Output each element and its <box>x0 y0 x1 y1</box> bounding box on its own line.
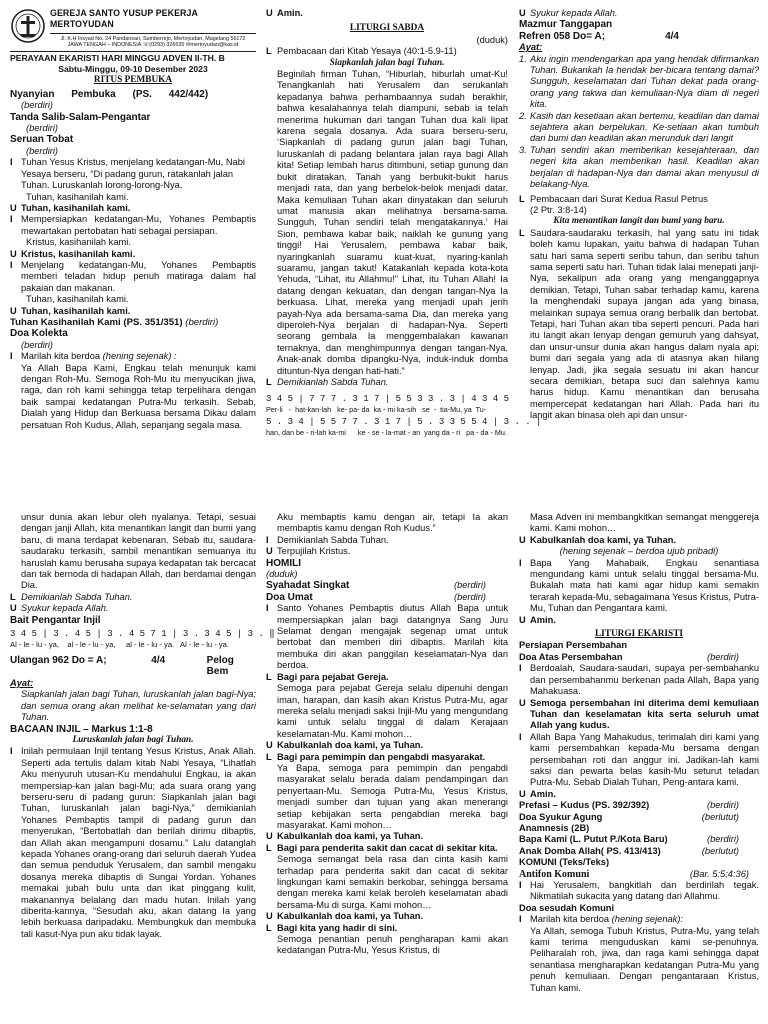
intention-heading: L Bagi para penderita sakit dan cacat di sekitar kita. <box>266 842 498 853</box>
prayers-title: Doa Umat <box>266 591 313 603</box>
column-liturgy-eucharist <box>519 512 759 1018</box>
preface-row <box>519 800 759 811</box>
posture-label: (berdiri) <box>21 339 54 350</box>
psalm-verse: 1. Aku ingin mendengarkan apa yang hendak difirmankan Tuhan. Bukankah Ia hendak ber-bicara tentang damai? Sungguh, keselamatan dari Tuhan dekat pada orang-orang yang takwa dan kemuliaan-Nya diam di negeri kita. <box>519 53 759 110</box>
gospel-title: Luruskanlah jalan bagi Tuhan. <box>72 734 194 745</box>
offertory-prayer-row <box>519 652 759 663</box>
people-response: U Kristus, kasihanilah kami. <box>10 248 136 259</box>
intention-heading: L Bagi kita yang hadir di sini. <box>266 922 398 933</box>
reader-closing: L Demikianlah Sabda Tuhan. <box>266 377 389 387</box>
response-key: Ulangan 962 Do = A; <box>10 655 107 667</box>
posture-label: (berdiri) <box>453 591 486 602</box>
gospel-heading: BACAAN INJIL – Markus 1:1-8 <box>10 723 153 735</box>
intention-continued: Masa Adven ini membangkitkan semangat menggereja kami. Kami mohon… <box>530 512 759 534</box>
posture-label: (berdiri) <box>26 123 59 134</box>
people-response: U Semoga persembahan ini diterima demi kemuliaan Tuhan dan keselamatan kita serta seluruh umat Allah yang kudus. <box>519 697 759 731</box>
priest-line: I Marilah kita berdoa (hening sejenak): <box>519 914 683 925</box>
first-reading-text: Beginilah firman Tuhan, “Hiburlah, hiburlah umat-Ku! Tenangkanlah hati Yerusalem dan serukanlah kepadanya bahwa perhambaannya sudah berakhir, bahwa kesalahannya telah diampuni, sebab ia telah menerima hukuman dari tangan Tuhan dua kali lipat karena segala dosanya. Ada suara berseru-seru, ‘Siapkanlah di padang gurun jalan bagi Tuhan, luruskanlah di padang belantara jalan raya bagi Allah kita! Setiap lembah harus ditimbuni, setiap gunung dan bukit diratakan. Tanah yang berbukit-bukit harus menjadi rata, dan yang berbelok-belok menjadi datar. Maka kemuliaan Tuhan akan dinyatakan dan seluruh umat manusia akan melihatnya bersama-sama. Sungguh, Tuhan sendiri telah mengatakannya.’ Hai Sion, pembawa kabar baik, naiklah ke gunung yang tinggi! Hai Yerusalem, pembawa kabar baik, nyaringkanlah suaramu kuat-kuat, nyaring-kanlah suaramu, jangan takut! Katakanlah kepada kota-kota Yehuda, “Lihat, itu Allahmu!” Lihat, itu Tuhan Allah! Ia datang dengan kekuatan, dan dengan tangan-Nya Ia berkuasa. Lihat, mereka yang menjadi upah jerih payah-Nya ada bersama-sama Dia, dan mereka yang diperoleh-Nya berjalan di hadapan-Nya. Seperti seorang gembala Ia menggembalakan kawanan ternaknya, dan menghimpunnya dengan tangan-Nya. Anak-anak domba dipangku-Nya, induk-induk domba dituntun-Nya dengan hati-hati.” <box>277 69 508 376</box>
first-reading-title: Siapkanlah jalan bagi Tuhan. <box>329 57 445 68</box>
column-gospel <box>10 512 275 1018</box>
gospel-text: I Inilah permulaan Injil tentang Yesus Kristus, Anak Allah. Seperti ada tertulis dalam kitab Nabi Yesaya, “Lihatlah Aku menyuruh utusan-Ku mendahului Engkau, ia akan mempersiap-kan jalan bagi-Mu; ada suara orang yang berseru-seru di padang gurun: Siapkanlah jalan bagi Tuhan, luruskanlah jalan bagi-Nya,” demikianlah Yohanes Pembaptis tampil di padang gurun dan menyerukan, “Bertobatlah dan berilah dirimu dibaptis, dan Allah akan mengampuni dosamu.” Lalu datanglah kepada Yohanes orang-orang dari seluruh daerah Yudea dan semua penduduk Yerusalem, dan sambil mengaku dosanya mereka dibaptis di Sungai Yordan. Yohanes memakai jubah bulu unta dan ikat pinggang kulit, makanannya belalang dan madu hutan. Inilah yang diberita-kannya, “Sesudah aku, akan datang Ia yang lebih berkuasa daripadaku. Membungkuk dan membuka tali kasut-Nya pun aku tidak layak. <box>10 746 256 939</box>
people-response: U Kabulkanlah doa kami, ya Tuhan. <box>266 831 424 842</box>
priest-line: I Tuhan Yesus Kristus, menjelang kedatangan-Mu, Nabi Yesaya berseru, “Di padang gurun, ratakanlah jalan Tuhan. Luruskanlah lorong-lorong-Nya. <box>10 157 245 191</box>
eucharistic-prayer-row <box>519 812 759 823</box>
column-psalm-second-reading <box>519 8 759 508</box>
church-logo-icon <box>10 8 46 44</box>
posture-label: (berlutut) <box>701 845 739 856</box>
people-response: U Kabulkanlah doa kami, ya Tuhan. <box>266 911 424 922</box>
column-opening-rites <box>10 8 256 508</box>
priest-line: I Marilah kita berdoa (hening sejenak) : <box>10 351 177 362</box>
people-response: U Tuhan, kasihanilah kami. <box>10 305 131 316</box>
psalm-verse: 2. Kasih dan kesetiaan akan bertemu, keadilan dan damai sejahtera akan berpelukan. Ke-setiaan akan tumbuh dari bumi dan keadilan akan merunduk dari langit <box>519 110 759 144</box>
psalm-lyrics-line-1: Per-li - hat-kan-lah ke- pa- da ka - mi ka-sih se - tia-Mu, ya Tu- <box>266 405 487 415</box>
eucharistic-prayer-title: Doa Syukur Agung <box>519 811 603 822</box>
sign-of-cross: Tanda Salib-Salam-Pengantar <box>10 111 151 123</box>
intention-heading: L Bagi para pemimpin dan pengabdi masyarakat. <box>266 751 486 762</box>
psalm-title: Mazmur Tanggapan <box>519 19 613 31</box>
people-response: U Syukur kepada Allah. <box>519 8 618 18</box>
kyrie-title: Tuhan Kasihanilah Kami (PS. 351/351) <box>10 316 183 328</box>
posture-label: (berdiri) <box>706 800 739 811</box>
communion-antiphon-row <box>519 869 759 880</box>
section-opening-rites: RITUS PEMBUKA <box>93 75 173 86</box>
second-reading-heading: L Pembacaan dari Surat Kedua Rasul Petrus <box>519 193 708 204</box>
priest-line: I Bapa Yang Mahabaik, Engkau senantiasa mengundang kami untuk selalu tinggal bersama-Mu. Bukalah mata hati kami agar hidup kami semakin terarah kepada-Mu, sebagaimana Yesus Kristus, Putra-Mu, Tuhan dan Pengantara kami. <box>519 557 759 614</box>
celebration-date: Sabtu-Minggu, 09-10 Desember 2023 <box>58 64 208 75</box>
section-liturgy-eucharist: LITURGI EKARISTI <box>594 629 684 640</box>
priest-line-tail: Tuhan, kasihanilah kami. <box>26 191 129 202</box>
offertory-title: Persiapan Persembahan <box>519 640 627 651</box>
alleluia-notation: 3 4 5 | 3 . 4 5 | 3 . 4 5 7 1 | 3 . 3 4 5 | 3 . ‖ <box>10 629 275 640</box>
psalm-verse: 3. Tuhan sendiri akan memberikan kesejahteraan, dan negeri kita akan memberikan hasil. Keadilan akan berjalan di hadapan-Nya dan damai akan menyusul di belakang-Nya. <box>519 144 759 190</box>
section-liturgy-word: LITURGI SABDA <box>349 23 425 34</box>
communion-title: KOMUNI (Teks/Teks) <box>519 857 610 868</box>
post-communion-title: Doa sesudah Komuni <box>519 902 615 913</box>
collect-title: Doa Kolekta <box>10 328 68 340</box>
second-reading-ref: (2 Ptr. 3:8-14) <box>530 204 587 215</box>
people-response: U Amin. <box>519 788 556 799</box>
offertory-prayer-title: Doa Atas Persembahan <box>519 651 623 662</box>
lamb-of-god-title: Anak Domba Allah( PS. 413/413) <box>519 845 661 856</box>
penitential-act: Seruan Tobat <box>10 134 74 146</box>
priest-line-tail: Kristus, kasihanilah kami. <box>26 237 131 248</box>
second-reading-text: L Saudara-saudaraku terkasih, hal yang satu ini tidak boleh kamu lupakan, yaitu bahwa di hadapan Tuhan satu hari sama seperti seribu tahun, dan seribu tahun sama seperti satu hari. Tuhan tidak lalai menepati janji-Nya, sekalipun ada orang yang menganggapnya demikian. Tetapi, Tuhan sabar terhadap kamu, karena Ia menghendaki supaya jangan ada yang binasa, melainkan supaya semua orang berbalik dan bertobat. Tetapi, hari Tuhan akan tiba seperti pencuri. Pada hari itu langit akan lenyap dengan gemuruh yang dahsyat, dan unsur-unsur dunia akan hangus dalam nyala api; bumi dan segala yang ada di atasnya akan hilang lenyap. Jadi, jika segala sesuatu ini akan hancur secara demikian, betapa suci dan salehnya kamu harus hidup. Kamu menantikan dan berusaha mempercepat kedatangan hari Allah. Pada hari itu langit akan binasa oleh api dan unsur- <box>519 227 759 421</box>
people-response: U Tuhan, kasihanilah kami. <box>10 202 131 213</box>
people-response: U Terpujilah Kristus. <box>266 546 351 557</box>
posture-label: (berdiri) <box>706 651 739 662</box>
posture-label: (berdiri) <box>706 834 739 845</box>
posture-label: (berlutut) <box>701 811 739 822</box>
intention-text: Semoga penantian penuh pengharapan kami akan kedatangan Putra-Mu, Yesus Kristus, di <box>277 934 508 956</box>
intention-text: Semoga semangat bela rasa dan cinta kasih kami terhadap para penderita sakit dan cacat di sekitar lingkungan kami semakin berkobar, sehingga bersama dengan mereka kami kelak beroleh keselamatan abadi bersama-Mu di surga. Kami mohon… <box>277 854 508 910</box>
silent-prayer-note: (hening sejenak – berdoa ujub pribadi) <box>559 546 719 557</box>
priest-line: I Demikianlah Sabda Tuhan. <box>266 534 389 545</box>
posture-label: (berdiri) <box>21 100 54 111</box>
first-reading-heading: L Pembacaan dari Kitab Yesaya (40:1-5.9-11) <box>266 46 457 57</box>
priest-line: I Santo Yohanes Pembaptis diutus Allah Bapa untuk mempersiapkan jalan bagi datangnya Sang Juru Selamat dengan mengajak segenap umat untuk bertobat dan memberi diri dibaptis. Marilah kita membuka diri akan panggilan keselamatan-Nya dan berdoa. <box>266 603 508 671</box>
psalm-notation-line-2: 5 . 3 4 | 5 5 7 7 . 3 1 7 | 5 . 3 3 5 5 4 | 3 . . | <box>266 417 542 428</box>
verse-label: Ayat: <box>519 42 543 53</box>
creed-title: Syahadat Singkat <box>266 580 350 592</box>
second-reading-title: Kita menantikan langit dan bumi yang baru. <box>553 216 725 227</box>
verse-label: Ayat: <box>10 677 34 688</box>
lords-prayer-row <box>519 834 759 845</box>
alleluia-lyrics: Al - le - lu - ya, al - le - lu - ya, al - le - lu - ya. Al - le - lu - ya. <box>10 640 230 650</box>
homily-title: HOMILI <box>266 557 301 569</box>
refrain-info <box>519 31 679 42</box>
priest-line: I Berdoalah, Saudara-saudari, supaya per-sembahanku dan persembahanmu berkenan pada Allah, Bapa yang Mahakuasa. <box>519 663 759 697</box>
refrain-meter: 4/4 <box>665 30 679 42</box>
posture-label: (duduk) <box>266 569 298 580</box>
posture-label: (duduk) <box>476 34 508 45</box>
post-communion-prayer: Ya Allah, semoga Tubuh Kristus, Putra-Mu, yang telah kami terima menguduskan kami se-penuhnya. Peliharalah roh, jiwa, dan raga kami sehingga dapat senantiasa mengharapkan kedatangan Putra-Mu yang penuh kemuliaan. Dengan pengantaraan Kristus, Tuhan kami. <box>530 925 759 993</box>
people-response: U Kabulkanlah doa kami, ya Tuhan. <box>519 534 677 545</box>
column-prayers-of-faithful <box>266 512 508 1018</box>
preface-title: Prefasi – Kudus (PS. 392/392) <box>519 800 650 811</box>
psalm-lyrics-line-2: han, dan be - ri-lah ka-mi ke - se - la-mat - an yang da - ri pa - da - Mu. <box>266 428 507 438</box>
church-contact: JAWA TENGAH – INDONESIA ☏(0293) 326635 ✉mertoyudan@kas.id <box>67 42 239 49</box>
priest-line: I Menjelang kedatangan-Mu, Yohanes Pembaptis memberi teladan hidup penuh matiraga dalam hal pakaian dan makanan. <box>10 259 256 293</box>
intention-text: Semoga para pejabat Gereja selalu dipenuhi dengan iman, harapan, dan kasih akan Kristus Putra-Mu, agar mereka selalu menjadi saksi Injil-Mu yang mengundang kami untuk selalu tinggal di dalam Kerajaan keselamatan-Mu. Kami mohon… <box>277 683 508 739</box>
second-reading-continued: unsur dunia akan lebur oleh nyalanya. Tetapi, sesuai dengan janji Allah, kita menantikan langit dan bumi yang baru, di mana terdapat kebenaran. Sebab itu, saudara-saudaraku terkasih, sambil menantikan semuanya itu haruslah kamu berusaha supaya kedapatan tak bercacat dan tak bernoda di hadapan Allah, dan berdamai dengan Dia. <box>21 512 256 591</box>
intention-text: Ya Bapa, semoga para pemimpin dan pengabdi masyarakat selalu berada dalam pendampingan dan penyertaan-Mu. Semoga Putra-Mu, Yesus Kristus, menjadi sumber dan tujuan yang akan menerangi setiap kebijakan serta pengabdian mereka bagi masyarakat. Kami mohon… <box>277 762 508 830</box>
response-meter: 4/4 <box>151 655 166 667</box>
gospel-continued: Aku membaptis kamu dengan air, tetapi Ia akan membaptis kamu dengan Roh Kudus.” <box>277 512 508 534</box>
posture-label: (berdiri) <box>185 316 219 328</box>
reader-closing: L Demikianlah Sabda Tuhan. <box>10 591 133 602</box>
prayers-row <box>266 592 508 603</box>
communion-antiphon-ref: (Bar. 5:5;4:36) <box>689 868 749 879</box>
posture-label: (berdiri) <box>453 580 486 591</box>
response-info <box>10 655 256 678</box>
church-address: Jl. K.H Insyad No. 24 Pandansari, Sumberrejo, Mertoyudan, Magelang 56172 <box>60 35 246 42</box>
creed-row <box>266 580 508 591</box>
anamnesis-title: Anamnesis (2B) <box>519 822 590 833</box>
priest-line: I Hai Yerusalem, bangkitlah dan berdirilah tegak. Nikmatilah sukacita yang datang dari Allahmu. <box>519 880 759 902</box>
church-name: GEREJA SANTO YUSUP PEKERJA MERTOYUDAN <box>50 8 198 30</box>
lamb-of-god-row <box>519 846 759 857</box>
response-scale: Pelog Bem <box>206 655 234 678</box>
celebration-title: PERAYAAN EKARISTI HARI MINGGU ADVEN II-TH. B <box>10 52 225 63</box>
priest-line: I Allah Bapa Yang Mahakudus, terimalah diri kami yang kami persembahkan kepada-Mu bersama dengan persembahan roti dan anggur ini. Jadikan-lah kami saksi dan pewarta belas kasih-Mu seturut teladan Putra-Mu. Sebab Dialah Tuhan, Peng-antara kami. <box>519 731 759 788</box>
priest-line: I Mempersiapkan kedatangan-Mu, Yohanes Pembaptis mewartakan pertobatan hati sebagai persiapan. <box>10 214 256 236</box>
posture-label: (berdiri) <box>26 145 59 156</box>
church-header <box>10 8 256 49</box>
psalm-notation-line-1: 3 4 5 | 7 7 7 . 3 1 7 | 5 5 3 3 . 3 | 4 3 4 5 <box>266 394 510 405</box>
intention-heading: L Bagi para pejabat Gereja. <box>266 671 389 682</box>
gospel-acclamation-title: Bait Pengantar Injil <box>10 614 101 626</box>
opening-hymn: Nyanyian Pembuka (PS. 442/442) <box>10 88 209 100</box>
acclamation-verse: Siapkanlah jalan bagi Tuhan, luruskanlah jalan bagi-Nya; dan semua orang akan melihat ke-selamatan yang dari Tuhan. <box>21 689 256 723</box>
lords-prayer-title: Bapa Kami (L. Putut P./Kota Baru) <box>519 834 668 845</box>
people-response: U Syukur kepada Allah. <box>10 603 109 614</box>
priest-line-tail: Tuhan, kasihanilah kami. <box>26 294 129 305</box>
communion-antiphon-title: Antifon Komuni <box>519 868 590 880</box>
refrain-key: Refren 058 Do= A; <box>519 30 606 42</box>
people-response: U Amin. <box>266 8 303 18</box>
people-response: U Amin. <box>519 614 556 625</box>
collect-prayer: Ya Allah Bapa Kami, Engkau telah menunjuk kami dengan Roh-Mu. Semoga Roh-Mu itu menyucikan jiwa, raga, dan roh kami sehingga tetap terpelihara dengan baik sampai kedatangan Putra-Mu terkasih. Sebab, Dialah yang Hidup dan Berkuasa bersama Dikau dalam persatuan Roh Kudus, Allah, sepanjang segala masa. <box>21 362 256 430</box>
people-response: U Kabulkanlah doa kami, ya Tuhan. <box>266 740 424 751</box>
